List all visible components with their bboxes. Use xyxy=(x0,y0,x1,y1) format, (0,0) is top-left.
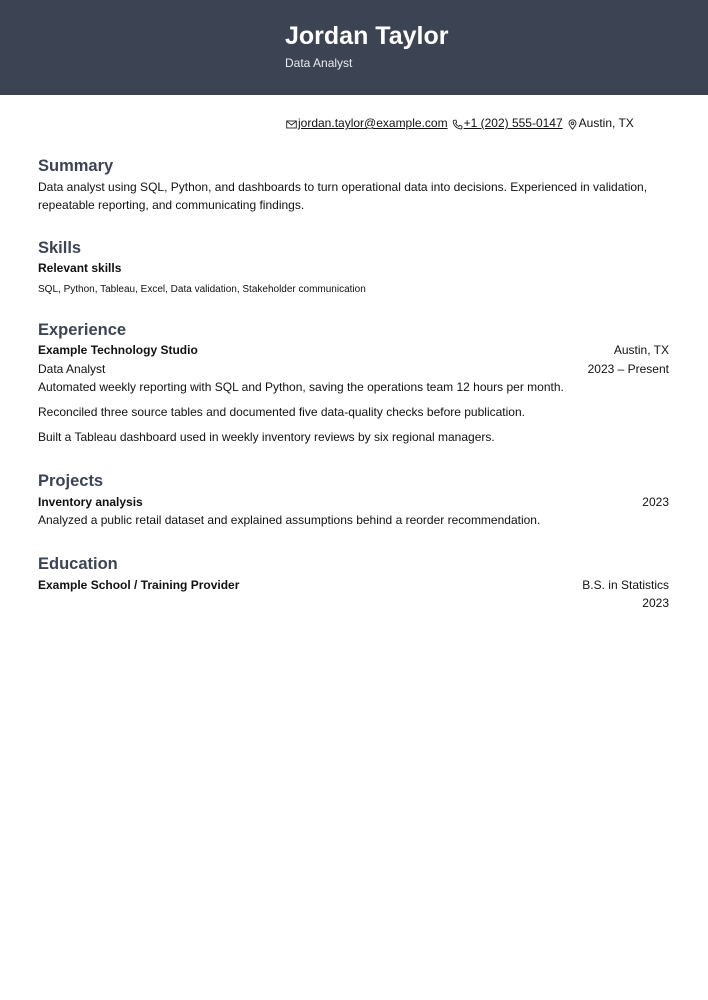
mail-icon xyxy=(286,119,297,130)
experience-dates: 2023 – Present xyxy=(587,362,669,376)
candidate-name: Jordan Taylor xyxy=(285,22,449,50)
summary-text: Data analyst using SQL, Python, and dashboards to turn operational data into decisions. Experienced in validation, repeatable reporting, and communicating findings. xyxy=(38,180,648,212)
phone-icon xyxy=(452,119,463,130)
experience-company: Example Technology Studio xyxy=(38,343,198,357)
email-link[interactable]: jordan.taylor@example.com xyxy=(298,116,448,130)
experience-heading: Experience xyxy=(38,321,127,339)
education-school: Example School / Training Provider xyxy=(38,578,240,592)
contact-line xyxy=(286,116,634,131)
project-description: Analyzed a public retail dataset and explained assumptions behind a reorder recommendation. xyxy=(38,513,541,527)
phone-link[interactable]: +1 (202) 555-0147 xyxy=(463,116,563,130)
experience-bullet: Reconciled three source tables and documented five data-quality checks before publication. xyxy=(38,405,525,419)
summary-heading: Summary xyxy=(38,157,114,175)
education-heading: Education xyxy=(38,555,118,573)
project-year: 2023 xyxy=(642,495,669,509)
project-name: Inventory analysis xyxy=(38,495,143,509)
location-pin-icon xyxy=(567,119,578,130)
resume-header xyxy=(0,0,708,95)
skills-label: Relevant skills xyxy=(38,261,122,275)
education-degree: B.S. in Statistics xyxy=(582,578,669,592)
projects-heading: Projects xyxy=(38,472,104,490)
experience-bullet: Automated weekly reporting with SQL and Python, saving the operations team 12 hours per month. xyxy=(38,380,564,394)
candidate-title: Data Analyst xyxy=(285,56,353,70)
skills-heading: Skills xyxy=(38,239,82,257)
skills-list: SQL, Python, Tableau, Excel, Data validation, Stakeholder communication xyxy=(38,284,366,295)
experience-location: Austin, TX xyxy=(613,343,669,357)
education-year: 2023 xyxy=(642,596,669,610)
experience-role: Data Analyst xyxy=(38,362,106,376)
location-text: Austin, TX xyxy=(578,116,634,130)
experience-bullet: Built a Tableau dashboard used in weekly inventory reviews by six regional managers. xyxy=(38,430,495,444)
